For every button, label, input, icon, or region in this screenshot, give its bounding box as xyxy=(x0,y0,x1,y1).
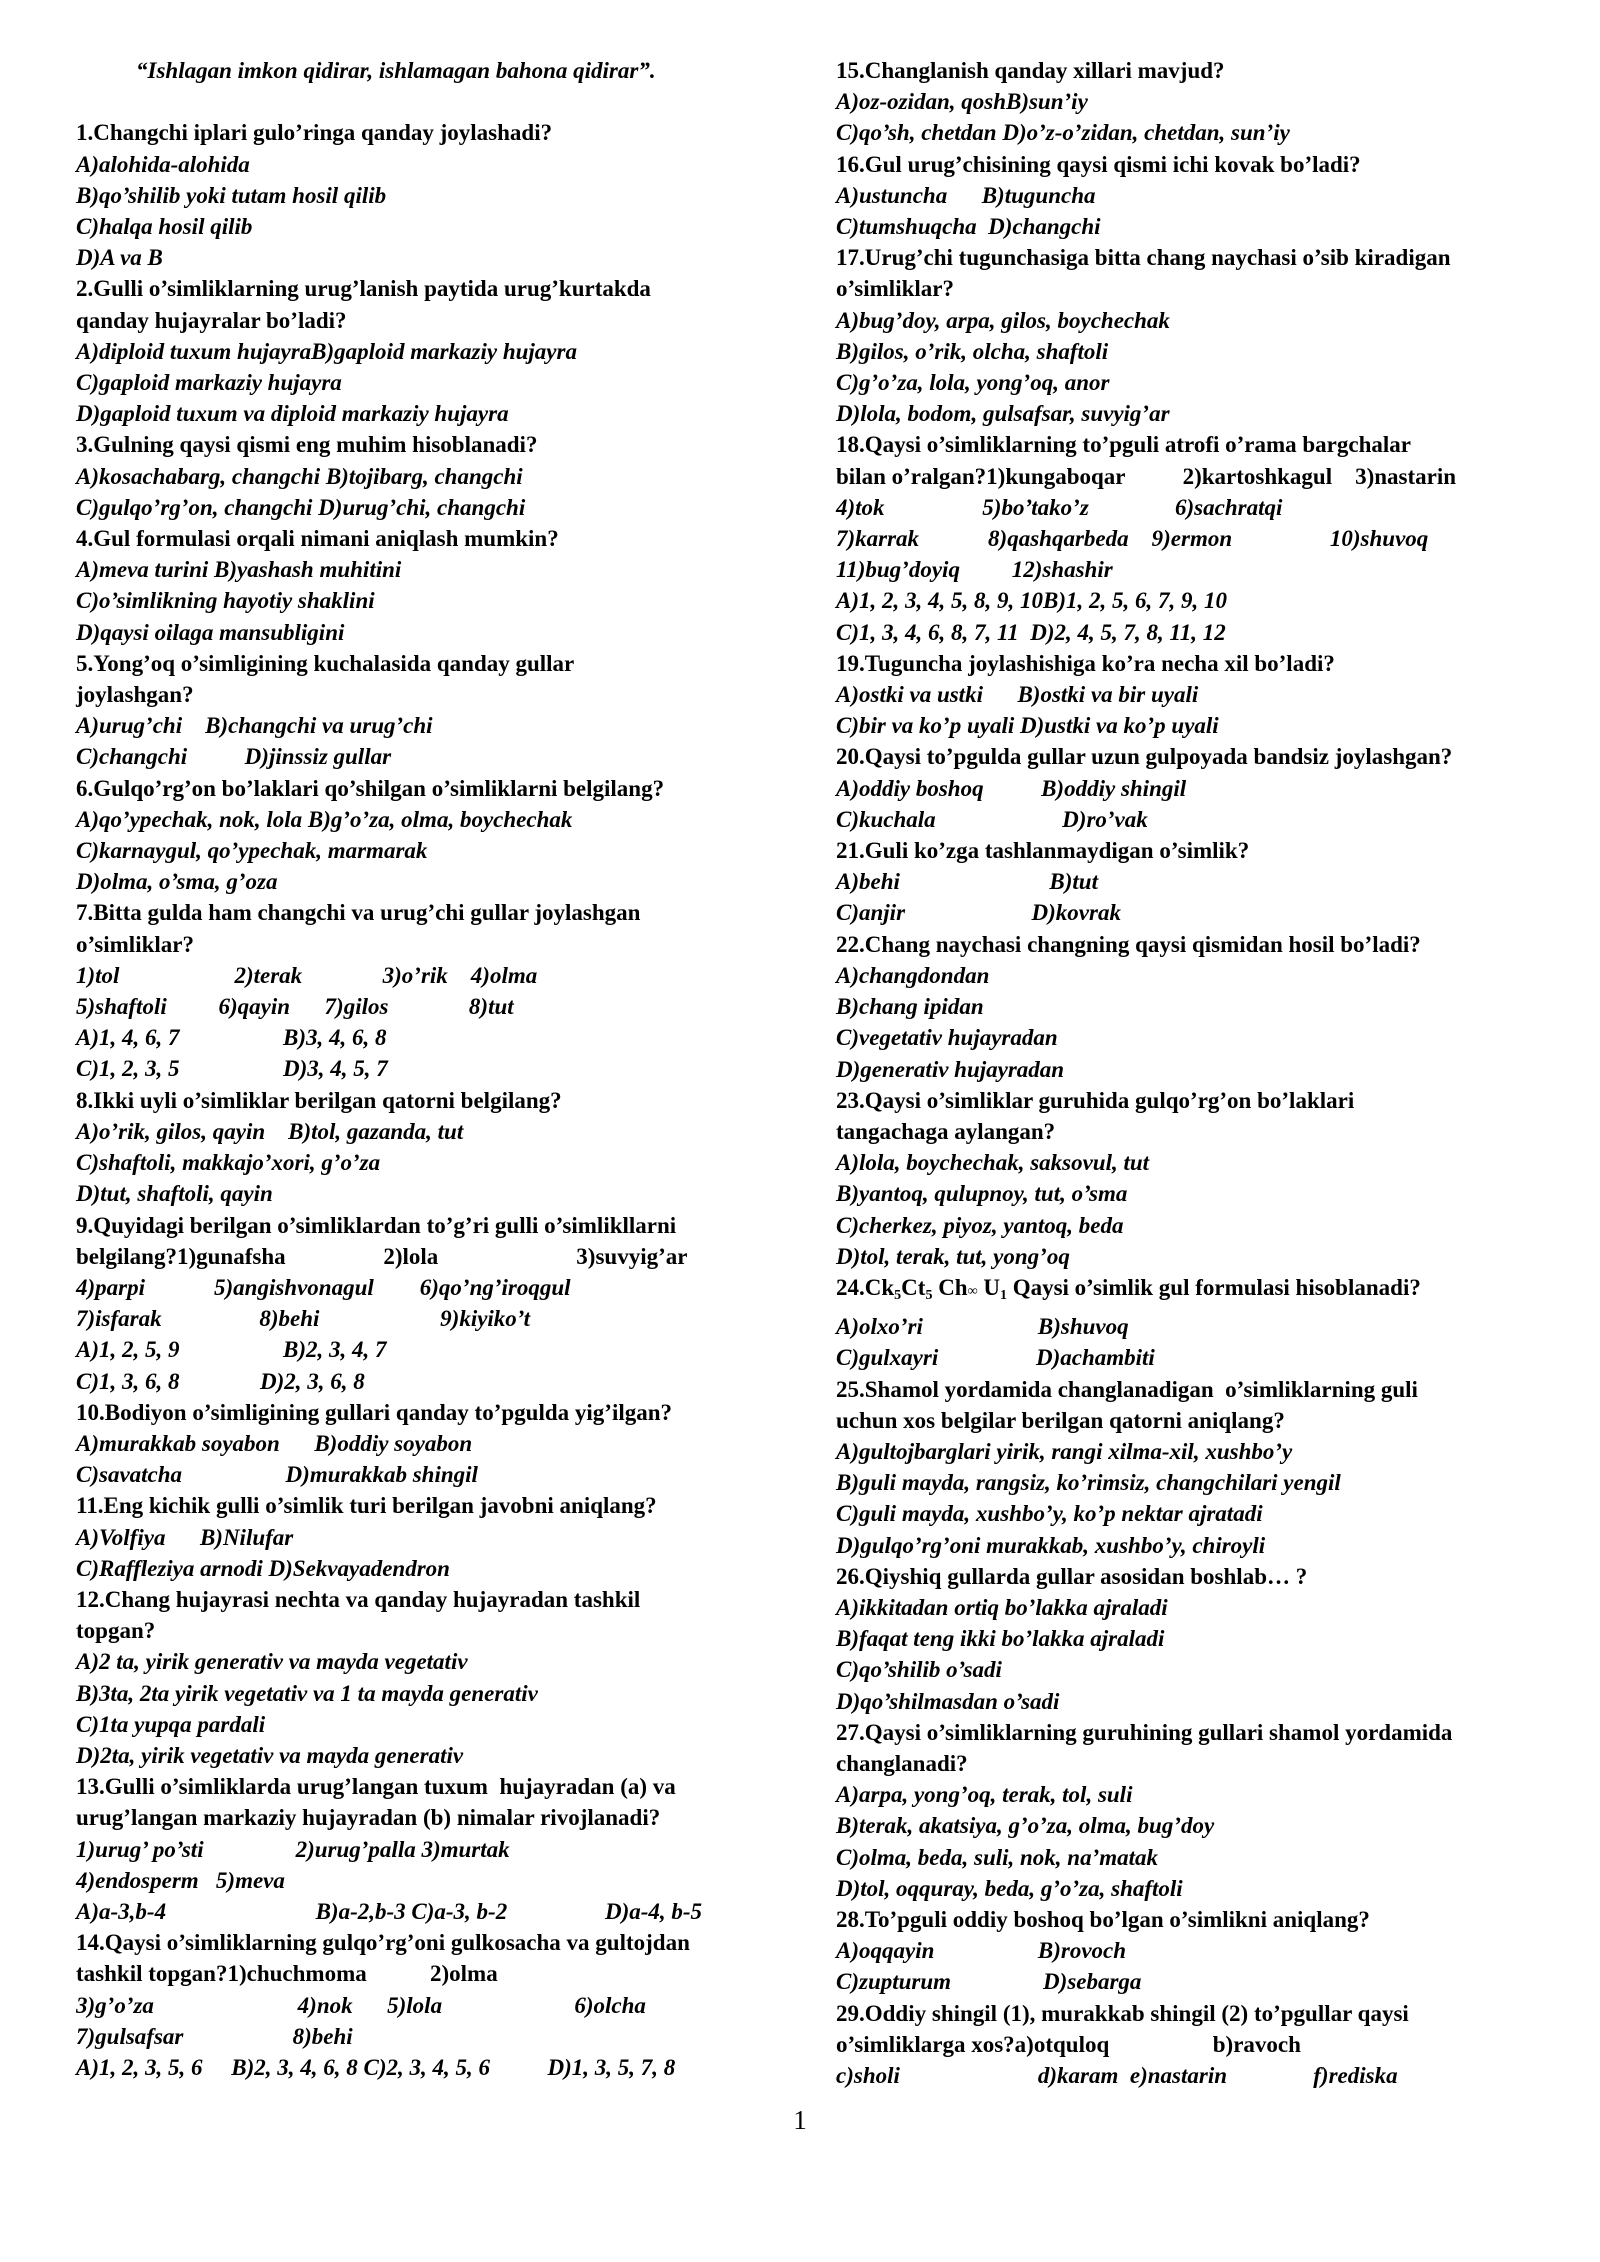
option-line: C)g’o’za, lola, yong’oq, anor xyxy=(836,370,1110,396)
question-24: $24.Ck_5Ct_5$ Ch∞ $U_1$ Qaysi o’simlik gul formulasi hisoblanadi? xyxy=(836,1274,1421,1303)
question-line: uchun xos belgilar berilgan qatorni aniqlang? xyxy=(836,1407,1285,1433)
question-line: bilan o’ralgan?1)kungaboqar 2)kartoshkagul 3)nastarin xyxy=(836,463,1457,489)
option-line: C)karnaygul, qo’ypechak, marmarak xyxy=(76,838,428,864)
question-line: 5.Yong’oq o’simligining kuchalasida qanday gullar xyxy=(76,650,575,676)
option-line: D)gulqo’rg’oni murakkab, xushbo’y, chiroyli xyxy=(836,1532,1266,1558)
question-line: 27.Qaysi o’simliklarning guruhining gullari shamol yordamida xyxy=(836,1719,1453,1745)
page-number: 1 xyxy=(793,2105,807,2135)
question-line: tangachaga aylangan? xyxy=(836,1118,1056,1144)
option-line: B)gilos, o’rik, olcha, shaftoli xyxy=(836,338,1109,364)
question-line: 8.Ikki uyli o’simliklar berilgan qatorni belgilang? xyxy=(76,1087,562,1113)
option-line: 1)urug’ po’sti 2)urug’palla 3)murtak xyxy=(76,1836,510,1862)
option-line: C)olma, beda, suli, nok, na’matak xyxy=(836,1844,1159,1870)
epigraph: “Ishlagan imkon qidirar, ishlamagan bahona qidirar”. xyxy=(136,58,656,83)
option-line: C)o’simlikning hayotiy shaklini xyxy=(76,588,375,614)
option-line: A)o’rik, gilos, qayin B)tol, gazanda, tut xyxy=(76,1118,464,1144)
question-line: 10.Bodiyon o’simligining gullari qanday to’pgulda yig’ilgan? xyxy=(76,1399,673,1425)
question-line: 14.Qaysi o’simliklarning gulqo’rg’oni gulkosacha va gultojdan xyxy=(76,1930,690,1956)
question-line: topgan? xyxy=(76,1618,156,1644)
option-line: C)halqa hosil qilib xyxy=(76,214,253,239)
question-line: 1.Changchi iplari gulo’ringa qanday joylashadi? xyxy=(76,120,553,146)
option-line: C)1ta yupqa pardali xyxy=(76,1711,266,1737)
question-line: 15.Changlanish qanday xillari mavjud? xyxy=(836,58,1225,83)
option-line: B)faqat teng ikki bo’lakka ajraladi xyxy=(836,1626,1165,1652)
question-line: o’simliklar? xyxy=(836,276,954,302)
option-line: B)terak, akatsiya, g’o’za, olma, bug’doy xyxy=(836,1813,1215,1839)
question-line: tashkil topgan?1)chuchmoma 2)olma xyxy=(76,1961,498,1987)
left-column xyxy=(76,55,806,2083)
option-line: A)lola, boychechak, saksovul, tut xyxy=(836,1150,1150,1176)
option-line: A)1, 2, 3, 5, 6 B)2, 3, 4, 6, 8 C)2, 3, 4, 5, 6 D)1, 3, 5, 7, 8 xyxy=(76,2054,676,2080)
option-line: A)bug’doy, arpa, gilos, boychechak xyxy=(836,307,1170,333)
option-line: A)kosachabarg, changchi B)tojibarg, changchi xyxy=(76,463,523,489)
option-line: 7)gulsafsar 8)behi xyxy=(76,2023,353,2049)
question-line: 22.Chang naychasi changning qaysi qismidan hosil bo’ladi? xyxy=(836,931,1421,957)
question-line: qanday hujayralar bo’ladi? xyxy=(76,307,347,333)
question-line: 12.Chang hujayrasi nechta va qanday hujayradan tashkil xyxy=(76,1586,641,1612)
option-line: A)diploid tuxum hujayraB)gaploid markaziy hujayra xyxy=(76,338,577,364)
question-line: 26.Qiyshiq gullarda gullar asosidan boshlab… ? xyxy=(836,1563,1308,1589)
option-line: C)savatcha D)murakkab shingil xyxy=(76,1462,478,1488)
question-line: belgilang?1)gunafsha 2)lola 3)suvyig’ar xyxy=(76,1243,688,1269)
blank-line xyxy=(76,86,806,117)
question-line: 20.Qaysi to’pgulda gullar uzun gulpoyada bandsiz joylashgan? xyxy=(836,744,1453,770)
question-line: 4.Gul formulasi orqali nimani aniqlash mumkin? xyxy=(76,526,559,552)
option-line: C)vegetativ hujayradan xyxy=(836,1025,1058,1051)
option-line: A)a-3,b-4 B)a-2,b-3 C)a-3, b-2 D)a-4, b-5 xyxy=(76,1898,703,1924)
option-line: B)qo’shilib yoki tutam hosil qilib xyxy=(76,182,387,208)
option-line: 4)endosperm 5)meva xyxy=(76,1867,285,1893)
option-line: D)lola, bodom, gulsafsar, suvyig’ar xyxy=(836,401,1170,427)
question-line: 9.Quyidagi berilgan o’simliklardan to’g’ri gulli o’simlikllarni xyxy=(76,1212,677,1238)
option-line: A)1, 2, 5, 9 B)2, 3, 4, 7 xyxy=(76,1337,387,1363)
question-line: 18.Qaysi o’simliklarning to’pguli atrofi o’rama bargchalar xyxy=(836,432,1411,458)
question-line: 3.Gulning qaysi qismi eng muhim hisoblanadi? xyxy=(76,432,538,458)
option-line: D)olma, o’sma, g’oza xyxy=(76,869,278,895)
option-line: B)yantoq, qulupnoy, tut, o’sma xyxy=(836,1181,1128,1207)
option-line: D)qo’shilmasdan o’sadi xyxy=(836,1688,1060,1714)
option-line: C)cherkez, piyoz, yantoq, beda xyxy=(836,1212,1124,1238)
option-line: A)Volfiya B)Nilufar xyxy=(76,1524,294,1550)
option-line: D)A va B xyxy=(76,245,163,271)
right-column xyxy=(836,55,1576,2091)
option-line: D)tol, oqquray, beda, g’o’za, shaftoli xyxy=(836,1875,1183,1901)
option-line: 7)isfarak 8)behi 9)kiyiko’t xyxy=(76,1306,531,1332)
question-line: o’simliklarga xos?a)otquloq b)ravoch xyxy=(836,2031,1301,2057)
option-line: D)tut, shaftoli, qayin xyxy=(76,1181,273,1207)
option-line: B)chang ipidan xyxy=(836,994,984,1020)
option-line: 4)parpi 5)angishvonagul 6)qo’ng’iroqgul xyxy=(76,1274,571,1300)
option-line: C)kuchala D)ro’vak xyxy=(836,806,1148,832)
option-line: c)sholi d)karam e)nastarin f)rediska xyxy=(836,2063,1398,2088)
option-line: 11)bug’doyiq 12)shashir xyxy=(836,557,1113,583)
option-line: C)guli mayda, xushbo’y, ko’p nektar ajratadi xyxy=(836,1501,1263,1527)
option-line: D)qaysi oilaga mansubligini xyxy=(76,619,345,645)
option-line: C)Raffleziya arnodi D)Sekvayadendron xyxy=(76,1555,450,1581)
option-line: A)oz-ozidan, qoshB)sun’iy xyxy=(836,89,1088,115)
option-line: A)oddiy boshoq B)oddiy shingil xyxy=(836,775,1187,801)
option-line: C)qo’shilib o’sadi xyxy=(836,1657,1002,1683)
option-line: D)2ta, yirik vegetativ va mayda generativ xyxy=(76,1742,464,1768)
option-line: A)ikkitadan ortiq bo’lakka ajraladi xyxy=(836,1594,1168,1620)
option-line: C)gaploid markaziy hujayra xyxy=(76,370,342,396)
option-line: A)murakkab soyabon B)oddiy soyabon xyxy=(76,1430,473,1456)
option-line: A)oqqayin B)rovoch xyxy=(836,1938,1127,1964)
option-line: C)qo’sh, chetdan D)o’z-o’zidan, chetdan, sun’iy xyxy=(836,120,1290,146)
question-line: 13.Gulli o’simliklarda urug’langan tuxum hujayradan (a) va xyxy=(76,1774,676,1800)
question-line: 25.Shamol yordamida changlanadigan o’simliklarning guli xyxy=(836,1376,1418,1402)
option-line: A)urug’chi B)changchi va urug’chi xyxy=(76,713,433,739)
option-line: 3)g’o’za 4)nok 5)lola 6)olcha xyxy=(76,1992,646,2018)
option-line: A)ostki va ustki B)ostki va bir uyali xyxy=(836,682,1199,708)
option-line: A)ustuncha B)tuguncha xyxy=(836,182,1096,208)
option-line: A)meva turini B)yashash muhitini xyxy=(76,557,402,583)
option-line: C)anjir D)kovrak xyxy=(836,900,1121,926)
option-line: A)alohida-alohida xyxy=(76,151,250,177)
option-line: A)olxo’ri B)shuvoq xyxy=(836,1314,1129,1340)
option-line: C)bir va ko’p uyali D)ustki va ko’p uyali xyxy=(836,713,1219,739)
option-line: B)guli mayda, rangsiz, ko’rimsiz, changchilari yengil xyxy=(836,1470,1341,1496)
option-line: C)gulqo’rg’on, changchi D)urug’chi, changchi xyxy=(76,494,526,520)
question-line: changlanadi? xyxy=(836,1750,968,1776)
question-line: 28.To’pguli oddiy boshoq bo’lgan o’simlikni aniqlang? xyxy=(836,1906,1370,1932)
option-line: 1)tol 2)terak 3)o’rik 4)olma xyxy=(76,962,538,988)
option-line: C)1, 2, 3, 5 D)3, 4, 5, 7 xyxy=(76,1056,388,1082)
option-line: C)1, 3, 4, 6, 8, 7, 11 D)2, 4, 5, 7, 8, 11, 12 xyxy=(836,619,1226,645)
question-line: 7.Bitta gulda ham changchi va urug’chi gullar joylashgan xyxy=(76,900,641,926)
question-line: 21.Guli ko’zga tashlanmaydigan o’simlik? xyxy=(836,838,1250,864)
option-line: B)3ta, 2ta yirik vegetativ va 1 ta mayda generativ xyxy=(76,1680,538,1706)
option-line: D)generativ hujayradan xyxy=(836,1056,1065,1082)
option-line: C)shaftoli, makkajo’xori, g’o’za xyxy=(76,1150,381,1176)
option-line: D)gaploid tuxum va diploid markaziy hujayra xyxy=(76,401,509,427)
question-line: 11.Eng kichik gulli o’simlik turi berilgan javobni aniqlang? xyxy=(76,1493,657,1519)
question-line: joylashgan? xyxy=(76,682,194,708)
question-line: 6.Gulqo’rg’on bo’laklari qo’shilgan o’simliklarni belgilang? xyxy=(76,775,665,801)
option-line: A)2 ta, yirik generativ va mayda vegetativ xyxy=(76,1649,468,1675)
question-line: 19.Tuguncha joylashishiga ko’ra necha xil bo’ladi? xyxy=(836,650,1335,676)
option-line: A)changdondan xyxy=(836,962,990,988)
option-line: C)gulxayri D)achambiti xyxy=(836,1345,1155,1371)
question-line: urug’langan markaziy hujayradan (b) nimalar rivojlanadi? xyxy=(76,1805,661,1831)
question-line: o’simliklar? xyxy=(76,931,194,957)
option-line: C)1, 3, 6, 8 D)2, 3, 6, 8 xyxy=(76,1368,365,1394)
option-line: A)gultojbarglari yirik, rangi xilma-xil, xushbo’y xyxy=(836,1438,1293,1464)
option-line: A)1, 2, 3, 4, 5, 8, 9, 10B)1, 2, 5, 6, 7, 9, 10 xyxy=(836,588,1227,614)
option-line: A)arpa, yong’oq, terak, tol, suli xyxy=(836,1782,1133,1808)
question-line: 17.Urug’chi tugunchasiga bitta chang naychasi o’sib kiradigan xyxy=(836,245,1451,271)
option-line: C)tumshuqcha D)changchi xyxy=(836,214,1101,240)
option-line: C)zupturum D)sebarga xyxy=(836,1969,1142,1995)
option-line: 7)karrak 8)qashqarbeda 9)ermon 10)shuvoq xyxy=(836,526,1429,552)
option-line: A)1, 4, 6, 7 B)3, 4, 6, 8 xyxy=(76,1025,387,1051)
question-line: 29.Oddiy shingil (1), murakkab shingil (2) to’pgullar qaysi xyxy=(836,2000,1409,2026)
option-line: C)changchi D)jinssiz gullar xyxy=(76,744,392,770)
question-line: 16.Gul urug’chisining qaysi qismi ichi kovak bo’ladi? xyxy=(836,151,1361,177)
option-line: A)qo’ypechak, nok, lola B)g’o’za, olma, boychechak xyxy=(76,806,573,832)
option-line: A)behi B)tut xyxy=(836,869,1098,895)
option-line: 4)tok 5)bo’tako’z 6)sachratqi xyxy=(836,494,1283,520)
option-line: D)tol, terak, tut, yong’oq xyxy=(836,1243,1070,1269)
question-line: 2.Gulli o’simliklarning urug’lanish paytida urug’kurtakda xyxy=(76,276,651,302)
option-line: 5)shaftoli 6)qayin 7)gilos 8)tut xyxy=(76,994,514,1020)
question-line: 23.Qaysi o’simliklar guruhida gulqo’rg’on bo’laklari xyxy=(836,1087,1355,1113)
